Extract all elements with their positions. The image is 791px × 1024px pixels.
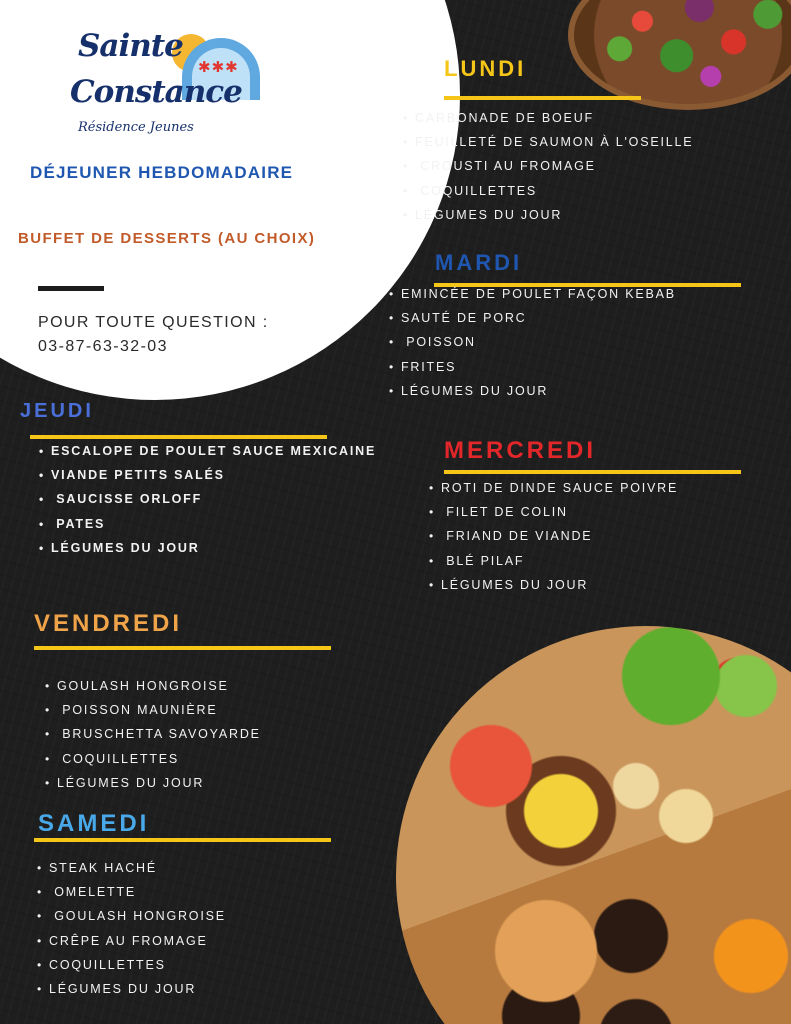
menu-list-vendredi xyxy=(45,674,261,795)
list-item: • FILET DE COLIN xyxy=(429,500,678,524)
list-item: • ROTI DE DINDE SAUCE POIVRE xyxy=(429,476,678,500)
menu-list-mercredi xyxy=(429,476,678,597)
list-item: • LÉGUMES DU JOUR xyxy=(389,379,676,403)
list-item: • STEAK HACHÉ xyxy=(37,856,226,880)
day-bar-samedi xyxy=(34,838,331,842)
logo-text-line2: Constance xyxy=(70,74,242,110)
logo-text-line1: Sainte xyxy=(78,28,183,64)
list-item: • LÉGUMES DU JOUR xyxy=(403,203,693,227)
page-title: DÉJEUNER HEBDOMADAIRE xyxy=(30,163,294,182)
contact-block xyxy=(38,311,269,359)
day-title-mardi: MARDI xyxy=(435,250,523,275)
day-title-vendredi: VENDREDI xyxy=(34,610,183,637)
phone-number: 03-87-63-32-03 xyxy=(38,338,168,355)
list-item: • ESCALOPE DE POULET SAUCE MEXICAINE xyxy=(39,439,376,463)
list-item: • CROUSTI AU FROMAGE xyxy=(403,154,693,178)
list-item: • BLÉ PILAF xyxy=(429,549,678,573)
day-bar-vendredi xyxy=(34,646,331,650)
list-item: • COQUILLETTES xyxy=(45,747,261,771)
divider xyxy=(38,286,104,291)
salad-photo xyxy=(568,0,791,110)
list-item: • LÉGUMES DU JOUR xyxy=(37,977,226,1001)
list-item: • FEUILLETÉ DE SAUMON À L'OSEILLE xyxy=(403,130,693,154)
day-title-samedi: SAMEDI xyxy=(38,810,150,837)
list-item: • OMELETTE xyxy=(37,880,226,904)
day-title-mercredi: MERCREDI xyxy=(444,437,597,464)
day-title-jeudi: JEUDI xyxy=(20,400,94,422)
list-item: • COQUILLETTES xyxy=(37,953,226,977)
list-item: • PATES xyxy=(39,512,376,536)
list-item: • EMINCÉE DE POULET FAÇON KEBAB xyxy=(389,282,676,306)
logo-people-icon: ✱✱✱ xyxy=(198,59,239,76)
day-bar-mercredi xyxy=(444,470,741,474)
menu-list-samedi xyxy=(37,856,226,1001)
list-item: • FRIAND DE VIANDE xyxy=(429,524,678,548)
list-item: • VIANDE PETITS SALÉS xyxy=(39,463,376,487)
menu-list-mardi xyxy=(389,282,676,403)
list-item: • LÉGUMES DU JOUR xyxy=(45,771,261,795)
list-item: • BRUSCHETTA SAVOYARDE xyxy=(45,722,261,746)
day-title-lundi: LUNDI xyxy=(444,56,527,81)
list-item: • GOULASH HONGROISE xyxy=(37,904,226,928)
list-item: • CRÊPE AU FROMAGE xyxy=(37,929,226,953)
list-item: • LÉGUMES DU JOUR xyxy=(39,536,376,560)
list-item: • GOULASH HONGROISE xyxy=(45,674,261,698)
question-label: POUR TOUTE QUESTION : xyxy=(38,314,269,331)
list-item: • SAUCISSE ORLOFF xyxy=(39,487,376,511)
logo xyxy=(70,28,270,138)
list-item: • CARBONADE DE BOEUF xyxy=(403,106,693,130)
menu-list-jeudi xyxy=(39,439,376,560)
logo-subtitle: Résidence Jeunes xyxy=(78,120,194,135)
list-item: • POISSON MAUNIÈRE xyxy=(45,698,261,722)
burger-photo xyxy=(396,626,791,1024)
list-item: • COQUILLETTES xyxy=(403,179,693,203)
menu-list-lundi xyxy=(403,106,693,227)
day-bar-lundi xyxy=(444,96,641,100)
list-item: • LÉGUMES DU JOUR xyxy=(429,573,678,597)
buffet-note: BUFFET DE DESSERTS (AU CHOIX) xyxy=(18,230,316,247)
list-item: • SAUTÉ DE PORC xyxy=(389,306,676,330)
list-item: • POISSON xyxy=(389,330,676,354)
list-item: • FRITES xyxy=(389,355,676,379)
